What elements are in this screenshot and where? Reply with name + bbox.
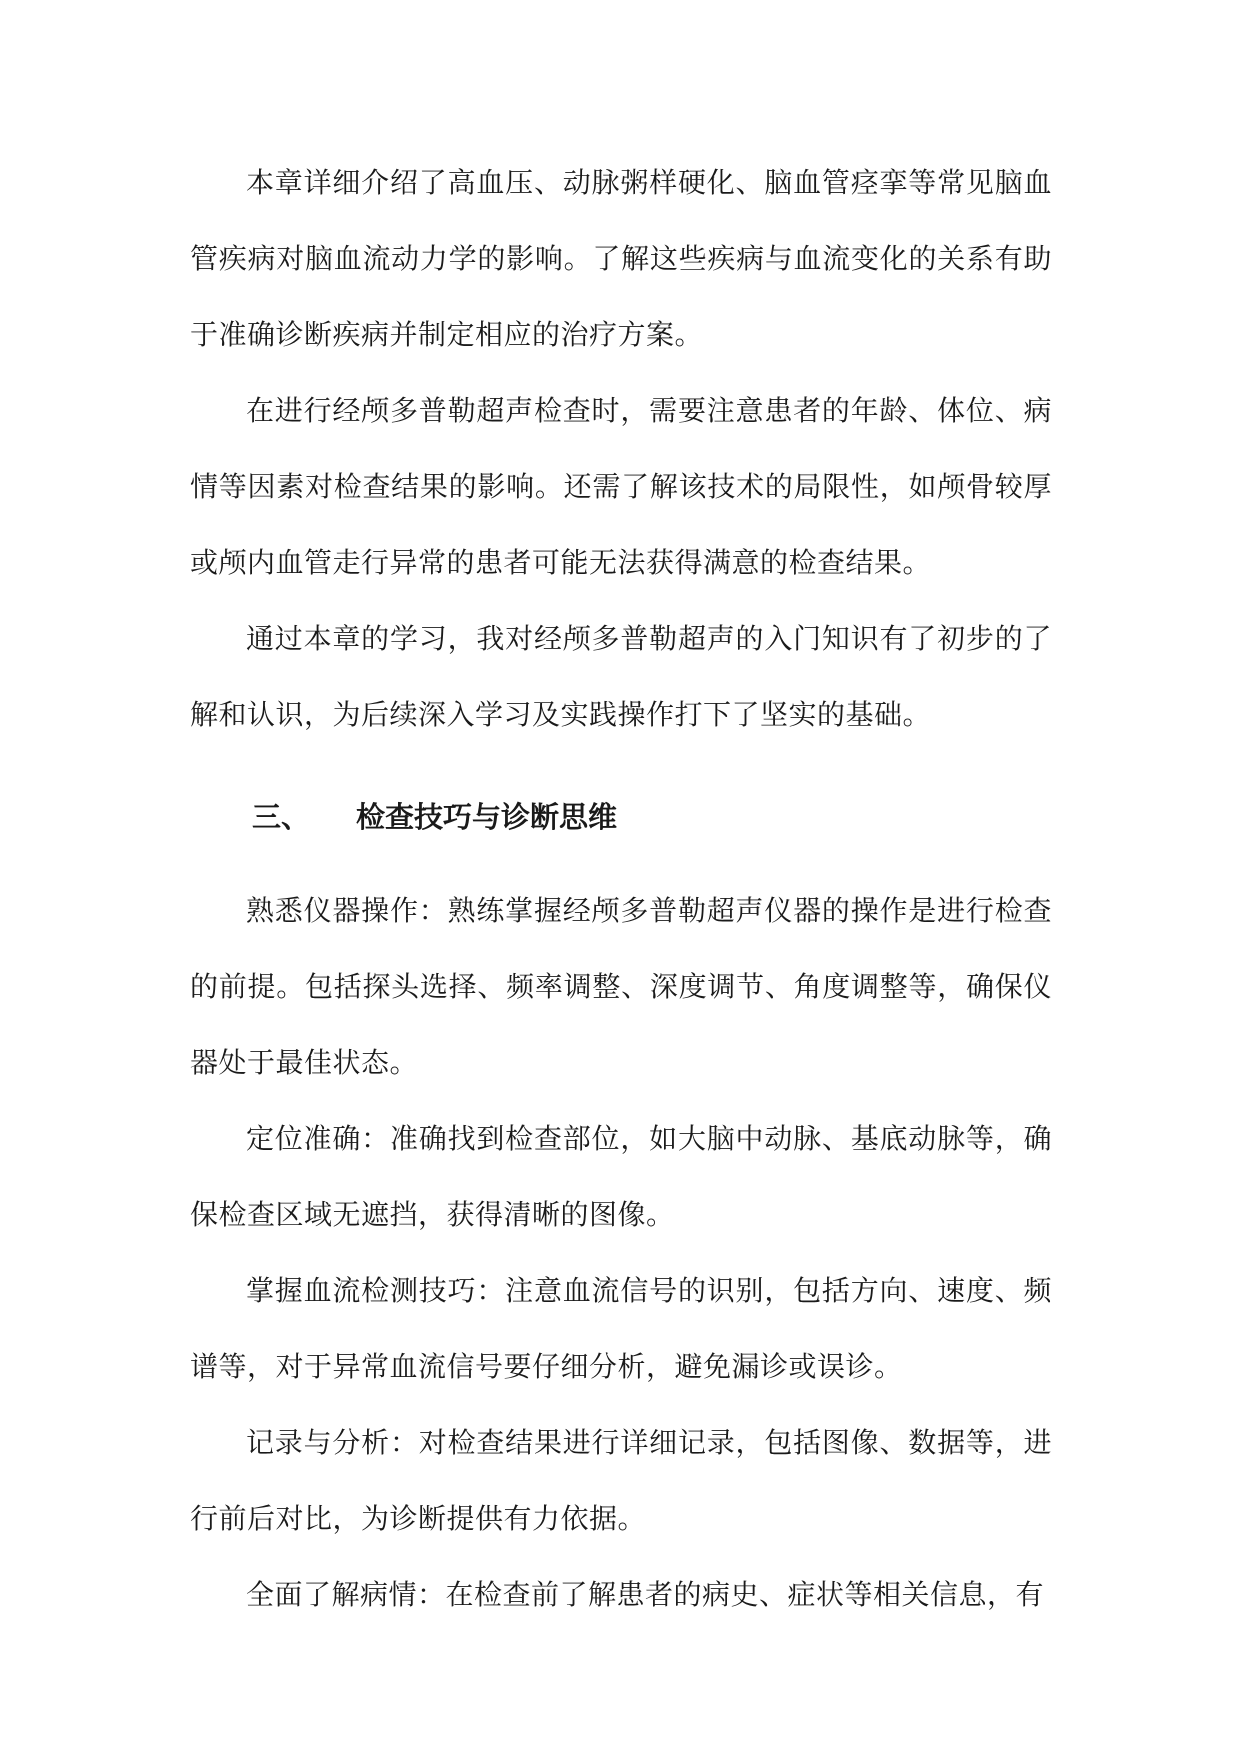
section-number: 三、 <box>252 800 311 834</box>
document-page <box>190 145 1052 1633</box>
section-paragraph-3: 掌握血流检测技巧：注意血流信号的识别，包括方向、速度、频谱等，对于异常血流信号要仔细分析，避免漏诊或误诊。 <box>190 1274 1052 1383</box>
section-paragraph-4: 记录与分析：对检查结果进行详细记录，包括图像、数据等，进行前后对比，为诊断提供有力依据。 <box>190 1426 1052 1535</box>
intro-paragraph-1: 本章详细介绍了高血压、动脉粥样硬化、脑血管痉挛等常见脑血管疾病对脑血流动力学的影响。了解这些疾病与血流变化的关系有助于准确诊断疾病并制定相应的治疗方案。 <box>190 166 1052 351</box>
intro-paragraph-3: 通过本章的学习，我对经颅多普勒超声的入门知识有了初步的了解和认识，为后续深入学习及实践操作打下了坚实的基础。 <box>190 622 1052 731</box>
intro-paragraph-2: 在进行经颅多普勒超声检查时，需要注意患者的年龄、体位、病情等因素对检查结果的影响。还需了解该技术的局限性，如颅骨较厚或颅内血管走行异常的患者可能无法获得满意的检查结果。 <box>190 394 1052 579</box>
section-paragraph-2: 定位准确：准确找到检查部位，如大脑中动脉、基底动脉等，确保检查区域无遮挡，获得清晰的图像。 <box>190 1122 1052 1231</box>
section-paragraph-1: 熟悉仪器操作：熟练掌握经颅多普勒超声仪器的操作是进行检查的前提。包括探头选择、频率调整、深度调节、角度调整等，确保仪器处于最佳状态。 <box>190 894 1052 1079</box>
section-paragraph-5: 全面了解病情：在检查前了解患者的病史、症状等相关信息，有 <box>246 1578 1045 1611</box>
section-heading <box>190 789 1052 845</box>
section-title: 检查技巧与诊断思维 <box>356 800 618 834</box>
